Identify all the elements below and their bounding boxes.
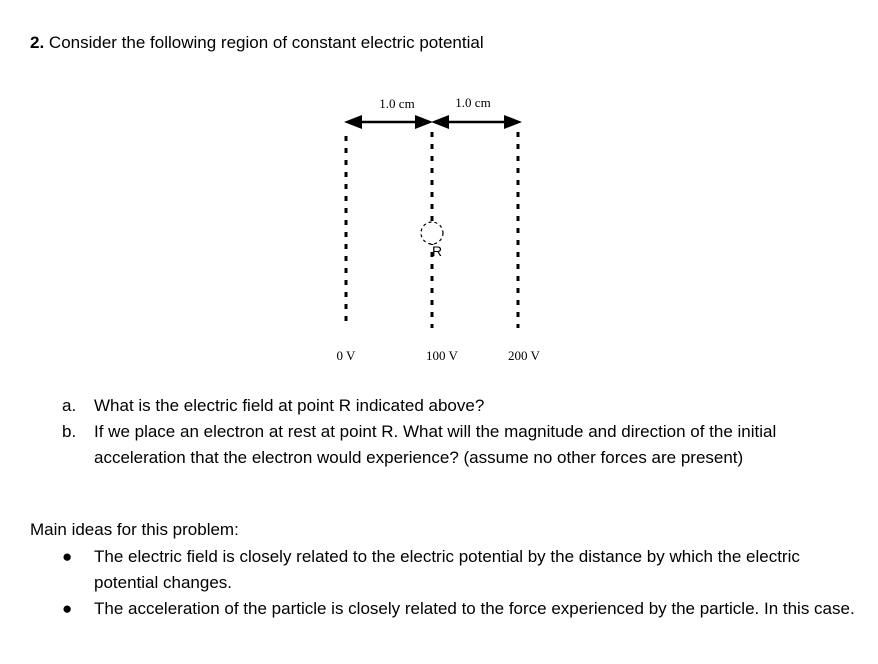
point-r-marker [421,222,443,244]
question-marker: a. [62,396,77,415]
point-r-label: R [432,243,443,259]
question-a [62,393,852,419]
main-idea-text: The electric field is closely related to the electric potential by the distance by which the electric potential changes. [94,547,800,592]
question-text: If we place an electron at rest at point R. What will the magnitude and direction of the initial acceleration that the electron would experience? (assume no other forces are present) [94,422,777,467]
question-list [62,393,852,471]
equipotential-figure [320,88,560,368]
spacing-arrow-left [344,115,433,129]
main-ideas-title: Main ideas for this problem: [30,520,239,539]
bullet-icon: ● [62,599,73,618]
question-b [62,419,852,471]
main-idea-item [62,596,862,622]
main-ideas-list [62,544,862,622]
bullet-icon: ● [62,547,73,566]
main-idea-item [62,544,862,596]
equipotential-diagram [320,88,560,368]
spacing-label-right: 1.0 cm [455,95,491,110]
question-text: What is the electric field at point R indicated above? [94,396,485,415]
spacing-arrow-right [431,115,522,129]
question-marker: b. [62,422,77,441]
potential-label-100v: 100 V [426,348,458,363]
potential-label-200v: 200 V [508,348,540,363]
problem-heading [30,32,484,54]
spacing-label-left: 1.0 cm [379,96,415,111]
problem-number: 2. [30,33,45,52]
potential-label-0v: 0 V [336,348,356,363]
problem-statement: Consider the following region of constant electric potential [48,33,484,52]
main-idea-text: The acceleration of the particle is closely related to the force experienced by the particle. In this case. [94,599,855,618]
